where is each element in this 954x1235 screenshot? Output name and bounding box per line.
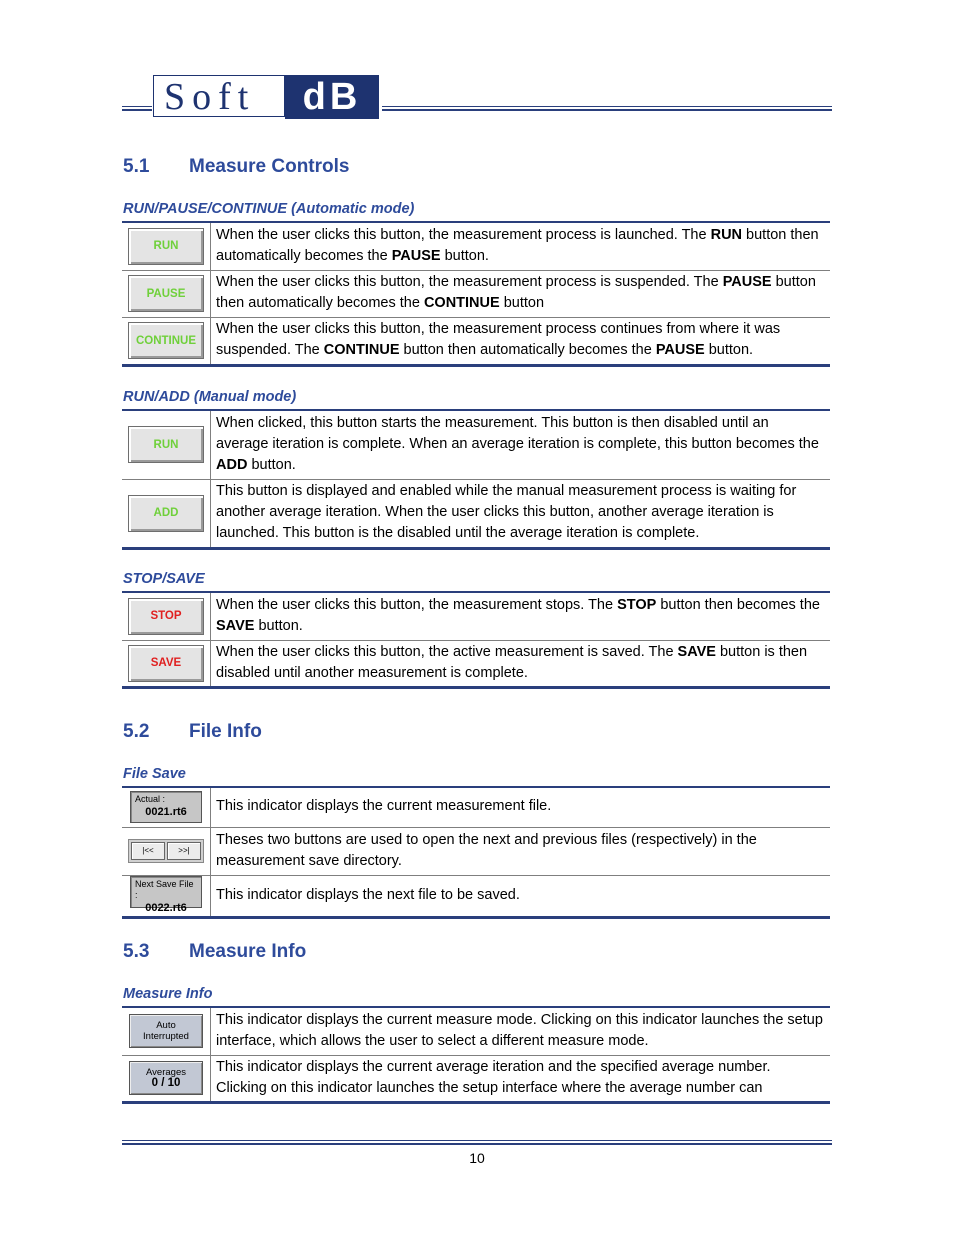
- section-heading-5-2: 5.2 File Info: [123, 721, 262, 742]
- actual-file-indicator: Actual : 0021.rt6: [130, 791, 202, 823]
- section-heading-5-1: 5.1 Measure Controls: [123, 156, 350, 177]
- section-heading-5-3: 5.3 Measure Info: [123, 941, 307, 962]
- table-row: Auto Interrupted This indicator displays the current measure mode. Clicking on this indicator launches the setup interface, which allows the user to select a different measure mode.: [122, 1007, 830, 1055]
- header-rule-left: [122, 106, 152, 111]
- file-nav-buttons: [128, 839, 204, 863]
- pause-button[interactable]: PAUSE: [128, 275, 204, 312]
- save-button[interactable]: SAVE: [128, 645, 204, 682]
- measure-mode-indicator[interactable]: Auto Interrupted: [129, 1014, 203, 1048]
- next-file-button[interactable]: >>|: [167, 842, 201, 860]
- table-row: RUN When clicked, this button starts the measurement. This button is then disabled until an average iteration is complete. When an average iteration is complete, this button becomes the ADD button.: [122, 410, 830, 479]
- softdb-logo: [153, 75, 379, 119]
- subheading-manual-mode: RUN/ADD (Manual mode): [123, 389, 297, 405]
- previous-file-button[interactable]: |<<: [131, 842, 165, 860]
- subheading-auto-mode: RUN/PAUSE/CONTINUE (Automatic mode): [123, 201, 415, 217]
- table-row: PAUSE When the user clicks this button, the measurement process is suspended. The PAUSE button then automatically becomes the CONTINUE button: [122, 270, 830, 317]
- table-row: Next Save File : 0022.rt6 This indicator displays the next file to be saved.: [122, 875, 830, 917]
- run-button[interactable]: RUN: [128, 228, 204, 265]
- add-button[interactable]: ADD: [128, 495, 204, 532]
- run-button-manual[interactable]: RUN: [128, 426, 204, 463]
- stop-button[interactable]: STOP: [128, 598, 204, 635]
- table-row: |<< >>| Theses two buttons are used to open the next and previous files (respectively) in the measurement save directory.: [122, 827, 830, 875]
- logo-db-text: dB: [285, 75, 379, 119]
- header-rule-right: [382, 106, 832, 111]
- subheading-stop-save: STOP/SAVE: [123, 571, 205, 587]
- table-row: Averages 0 / 10 This indicator displays the current average iteration and the specified average number. Clicking on this indicator launches the setup interface where the average number can: [122, 1055, 830, 1102]
- page-number: 10: [469, 1150, 485, 1166]
- logo-soft-text: Soft: [153, 75, 285, 117]
- table-row: SAVE When the user clicks this button, the active measurement is saved. The SAVE button is then disabled until another measurement is complete.: [122, 640, 830, 687]
- auto-mode-table: [122, 221, 830, 367]
- footer-rule: [122, 1140, 832, 1145]
- table-row: RUN When the user clicks this button, the measurement process is launched. The RUN button then automatically becomes the PAUSE button.: [122, 222, 830, 270]
- table-row: ADD This button is displayed and enabled while the manual measurement process is waiting for another average iteration. When the user clicks this button, another average iteration is launched. This button is the disabled until the average iteration is complete.: [122, 479, 830, 548]
- measure-info-table: [122, 1006, 830, 1104]
- stop-save-table: [122, 591, 830, 689]
- averages-indicator[interactable]: Averages 0 / 10: [129, 1061, 203, 1095]
- table-row: STOP When the user clicks this button, the measurement stops. The STOP button then becomes the SAVE button.: [122, 592, 830, 640]
- subheading-file-save: File Save: [123, 766, 186, 782]
- manual-mode-table: [122, 409, 830, 550]
- next-save-file-indicator: Next Save File : 0022.rt6: [130, 876, 202, 908]
- subheading-measure-info: Measure Info: [123, 986, 213, 1002]
- file-save-table: [122, 786, 830, 919]
- table-row: CONTINUE When the user clicks this button, the measurement process continues from where it was suspended. The CONTINUE button then automatically becomes the PAUSE button.: [122, 317, 830, 365]
- continue-button[interactable]: CONTINUE: [128, 322, 204, 359]
- table-row: Actual : 0021.rt6 This indicator displays the current measurement file.: [122, 787, 830, 827]
